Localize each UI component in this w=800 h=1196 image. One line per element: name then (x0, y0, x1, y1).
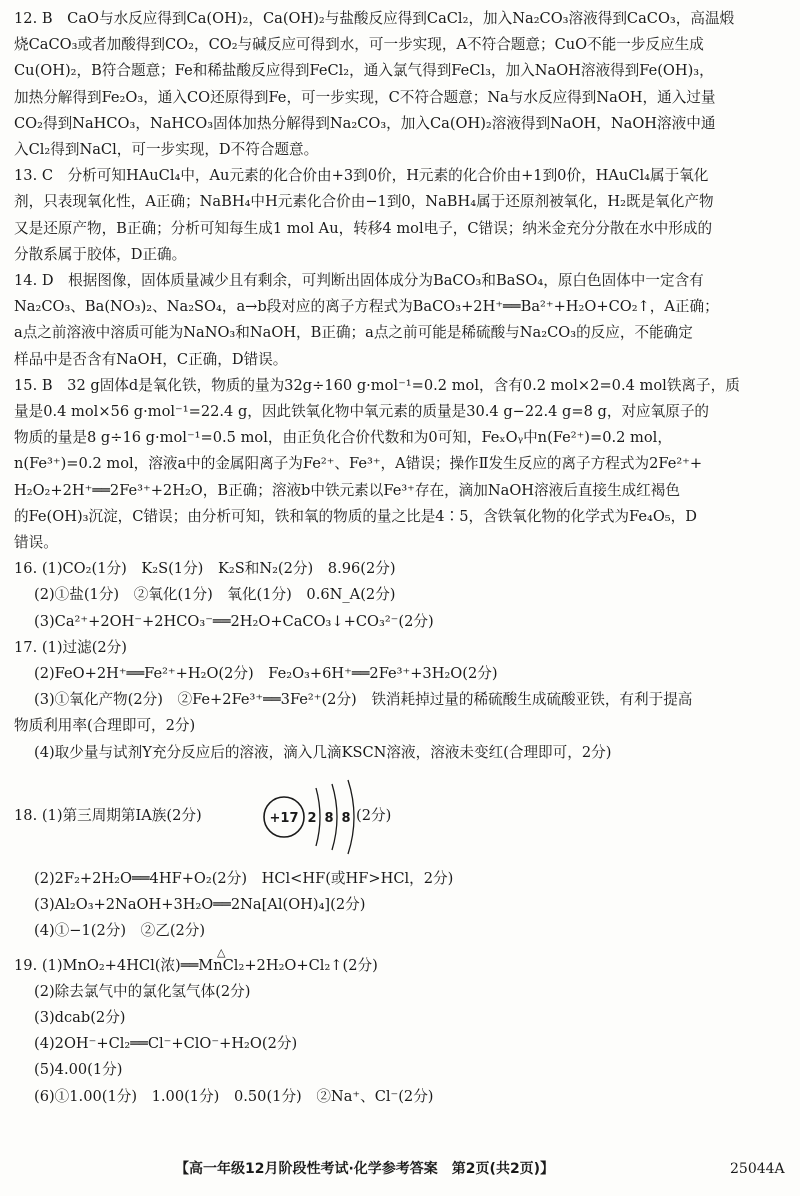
answer-15 (14, 373, 788, 556)
text-line: (2)FeO+2H⁺══Fe²⁺+H₂O(2分) Fe₂O₃+6H⁺══2Fe³⁺+3H₂O(2分) (34, 665, 498, 683)
document-code: 25044A (730, 1161, 785, 1177)
text-line: CO₂得到NaHCO₃，NaHCO₃固体加热分解得到Na₂CO₃，加入Ca(OH)₂溶液得到NaOH，NaOH溶液中通 (14, 114, 716, 132)
text-line: 物质的量是8 g÷16 g·mol⁻¹=0.5 mol，由正负化合价代数和为0可知，FeₓOᵧ中n(Fe²⁺)=0.2 mol， (14, 429, 672, 447)
text-line: (3)Ca²⁺+2OH⁻+2HCO₃⁻══2H₂O+CaCO₃↓+CO₃²⁻(2分) (34, 612, 434, 630)
text-line: 剂，只表现氧化性，A正确；NaBH₄中H元素化合价由−1到0，NaBH₄属于还原剂被氧化，H₂既是氧化产物 (14, 193, 714, 211)
shell-electrons-3: 8 (341, 810, 351, 826)
answer-18-rest (14, 866, 788, 945)
answer-page (14, 6, 788, 1110)
text-line: (6)①1.00(1分) 1.00(1分) 0.50(1分) ②Na⁺、Cl⁻(2分) (34, 1087, 434, 1105)
text-line: 18. (1)第三周期第ⅠA族(2分) (14, 806, 202, 824)
text-line: (4)2OH⁻+Cl₂══Cl⁻+ClO⁻+H₂O(2分) (34, 1035, 298, 1053)
text-line: (4)①−1(2分) ②乙(2分) (34, 922, 206, 940)
text-line: 分散系属于胶体，D正确。 (14, 245, 187, 263)
text-line: 物质利用率(合理即可，2分) (14, 717, 196, 735)
text-line: H₂O₂+2H⁺══2Fe³⁺+2H₂O，B正确；溶液b中铁元素以Fe³⁺存在，滴加NaOH溶液后直接生成红褐色 (14, 481, 680, 499)
text-line: 13. C 分析可知HAuCl₄中，Au元素的化合价由+3到0价，H元素的化合价由+1到0价，HAuCl₄属于氧化 (14, 167, 709, 185)
text-line: 入Cl₂得到NaCl，可一步实现，D不符合题意。 (14, 141, 319, 159)
text-line: 17. (1)过滤(2分) (14, 638, 127, 656)
answer-18-part1 (14, 766, 788, 866)
text-line: Na₂CO₃、Ba(NO₃)₂、Na₂SO₄，a→b段对应的离子方程式为BaCO₃+2H⁺══Ba²⁺+H₂O+CO₂↑，A正确； (14, 298, 719, 316)
text-line: (3)Al₂O₃+2NaOH+3H₂O══2Na[Al(OH)₄](2分) (34, 896, 366, 914)
text-line: 14. D 根据图像，固体质量减少且有剩余，可判断出固体成分为BaCO₃和BaSO₄，原白色固体中一定含有 (14, 272, 704, 290)
answer-12 (14, 6, 788, 163)
page-footer (0, 1156, 800, 1180)
nucleus-charge: +17 (269, 810, 299, 826)
text-line: a点之前溶液中溶质可能为NaNO₃和NaOH，B正确；a点之前可能是稀硫酸与Na₂CO₃的反应，不能确定 (14, 324, 693, 342)
text-line: (2)2F₂+2H₂O══4HF+O₂(2分) HCl<HF(或HF>HCl，2分) (34, 869, 454, 887)
text-line: n(Fe³⁺)=0.2 mol，溶液a中的金属阳离子为Fe²⁺、Fe³⁺，A错误；操作Ⅱ发生反应的离子方程式为2Fe²⁺+ (14, 455, 703, 473)
footer-title: 【高一年级12月阶段性考试·化学参考答案 第2页(共2页)】 (175, 1161, 555, 1177)
shell-electrons-2: 8 (324, 810, 334, 826)
equation-text: 19. (1)MnO₂+4HCl(浓)══MnCl₂+2H₂O+Cl₂↑(2分) (14, 956, 378, 974)
text-line (14, 945, 788, 979)
text-line: 错误。 (14, 534, 58, 552)
text-line: 15. B 32 g固体d是氧化铁，物质的量为32g÷160 g·mol⁻¹=0.2 mol，含有0.2 mol×2=0.4 mol铁离子，质 (14, 376, 740, 394)
atom-structure-diagram (262, 778, 351, 856)
text-line: 12. B CaO与水反应得到Ca(OH)₂，Ca(OH)₂与盐酸反应得到CaCl₂，加入Na₂CO₃溶液得到CaCO₃，高温煅 (14, 10, 735, 27)
text-line: (2)①盐(1分) ②氧化(1分) 氧化(1分) 0.6N_A(2分) (34, 586, 396, 604)
text-line: 样品中是否含有NaOH，C正确，D错误。 (14, 350, 288, 368)
text-line: 量是0.4 mol×56 g·mol⁻¹=22.4 g，因此铁氧化物中氧元素的质量是30.4 g−22.4 g=8 g，对应氧原子的 (14, 403, 710, 421)
text-line: (3)①氧化产物(2分) ②Fe+2Fe³⁺══3Fe²⁺(2分) 铁消耗掉过量的稀硫酸生成硫酸亚铁，有利于提高 (34, 691, 693, 709)
text-line: 加热分解得到Fe₂O₃，通入CO还原得到Fe，可一步实现，C不符合题意；Na与水反应得到NaOH，通入过量 (14, 88, 716, 106)
text-line: (4)取少量与试剂Y充分反应后的溶液，滴入几滴KSCN溶液，溶液未变红(合理即可，2分) (34, 743, 612, 761)
answer-14 (14, 268, 788, 373)
text-line: (2分) (356, 806, 392, 824)
answer-16 (14, 556, 788, 635)
text-line: (2)除去氯气中的氯化氢气体(2分) (34, 982, 251, 1000)
text-line: (3)dcab(2分) (34, 1008, 126, 1026)
shell-electrons-1: 2 (307, 810, 317, 826)
answer-17 (14, 635, 788, 766)
text-line: 16. (1)CO₂(1分) K₂S(1分) K₂S和N₂(2分) 8.96(2分) (14, 560, 396, 578)
answer-13 (14, 163, 788, 268)
text-line: (5)4.00(1分) (34, 1061, 123, 1079)
answer-19 (14, 945, 788, 1110)
text-line: 的Fe(OH)₃沉淀，C错误；由分析可知，铁和氧的物质的量之比是4∶5，含铁氧化物的化学式为Fe₄O₅，D (14, 507, 697, 525)
heat-symbol: △ (217, 945, 226, 959)
text-line: 又是还原产物，B正确；分析可知每生成1 mol Au，转移4 mol电子，C错误；纳米金充分分散在水中形成的 (14, 219, 713, 237)
text-line: Cu(OH)₂，B符合题意；Fe和稀盐酸反应得到FeCl₂，通入氯气得到FeCl₃，加入NaOH溶液得到Fe(OH)₃， (14, 62, 714, 80)
text-line: 烧CaCO₃或者加酸得到CO₂，CO₂与碱反应可得到水，可一步实现，A不符合题意；CuO不能一步反应生成 (14, 36, 704, 54)
